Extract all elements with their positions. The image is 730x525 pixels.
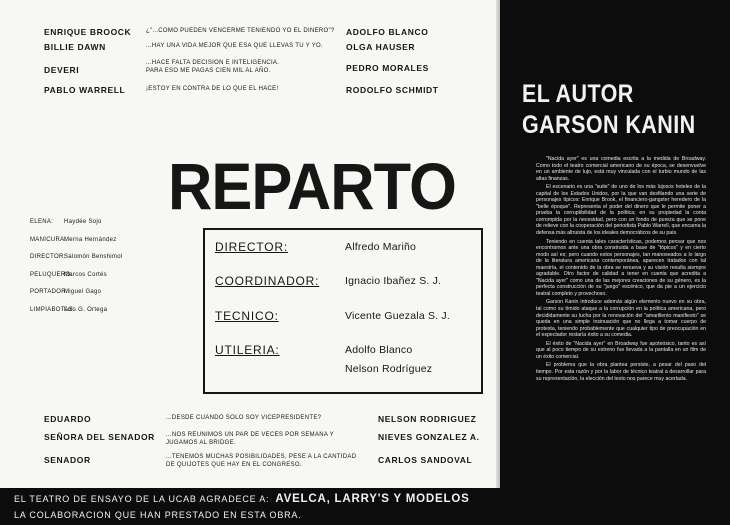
author-panel [500,0,730,525]
role-name: Merna Hernández [64,236,117,243]
footer-line [14,493,470,505]
character-quote: ¡ESTOY EN CONTRA DE LO QUE EL HACE! [146,86,279,92]
credit-value: Vicente Guezala S. J. [345,310,450,322]
character-quote: ...HAY UNA VIDA MEJOR QUE ESA QUE LLEVAS TU Y YO. [146,43,323,49]
author-heading-line: EL AUTOR [522,80,634,108]
character-name: EDUARDO [44,414,92,424]
article-paragraph: El éxito de "Nacida ayer" en Broadway fue apoteósico, tanto es así que al poco tiempo de su estreno fue llevada a la pantalla en un film de un éxito comercial. [536,340,706,360]
character-quote: ...NOS REUNIMOS UN PAR DE VECES POR SEMANA Y JUGAMOS AL BRIDGE. [166,432,334,446]
article-paragraph: Garson Kanin introduce además algún elemento nuevo en su obra, tal como su tímido ataque a la corrupción en la política americana, pero decididamente su lucha por la renovación del "amarillento manifiesto" se queda en una simple insinuación que no llega a tomar cuerpo de protesta, teniendo probablemente que cualquier tipo de preocupación en el espectador restaría éxito a su comedia. [536,299,706,339]
character-quote: ¿"...COMO PUEDEN VENCERME TENIENDO YO EL DINERO"? [146,28,335,34]
actor-name: ADOLFO BLANCO [346,27,429,37]
actor-name: NELSON RODRIGUEZ [378,414,477,424]
character-quote: ...HACE FALTA DECISION E INTELIGENCIA. PARA ESO ME PAGAS CIEN MIL AL AÑO. [146,60,280,74]
character-quote: ...DESDE CUANDO SOLO SOY VICEPRESIDENTE? [166,415,322,421]
cast-row [0,414,500,428]
role-label: LIMPIABOTAS: [30,306,75,313]
list-item [30,219,180,237]
actor-name: CARLOS SANDOVAL [378,455,473,465]
minor-roles-list [30,219,180,324]
actor-name: RODOLFO SCHMIDT [346,85,439,95]
actor-name: NIEVES GONZALEZ A. [378,432,480,442]
list-item [30,289,180,307]
cast-row [0,432,500,446]
role-label: PORTADOR: [30,289,68,295]
credit-label: COORDINADOR: [215,274,320,288]
role-label: MANICURA: [30,236,67,243]
character-quote: ...TENEMOS MUCHAS POSIBILIDADES, PESE A LA CANTIDAD DE QUIJOTES QUE HAY EN EL CONGRESO. [166,454,357,468]
character-name: DEVERI [44,65,80,75]
credit-value: Ignacio Ibañez S. J. [345,275,442,287]
credits-box [203,228,483,394]
list-item [30,237,180,255]
role-name: Miguel Gago [64,289,102,295]
footer-text: EL TEATRO DE ENSAYO DE LA UCAB AGRADECE A: [14,494,270,504]
character-name: PABLO WARRELL [44,85,126,95]
list-item [30,254,180,272]
article-paragraph: El escenario es una "suite" de uno de los más lujosos hoteles de la capital de los Estados Unidos, por la que van desfilando una serie de personajes típicos: Enrique Brook, el financiero-gangster heredero de la "belle époque". Representa el poder del dinero que le permite poner a prueba la corruptibilidad de la política; en su propiedad la conta corrompida por la necesidad, pero con un fondo de pureza que se pone de relieve con la cooperación del periodista Pablo Warrell, que encarna la defensa más altruista de los ideales democráticos de su país. [536,184,706,237]
author-heading-line: GARSON KANIN [522,111,696,139]
role-label: DIRECTOR: [30,254,66,260]
article-paragraph: Teniendo en cuenta tales características, podemos pensar que nos encontramos ante una obra construida a base de "tópicos" y en cierto modo así es; pero cuando estos personajes, tan manoseados a lo largo de la literatura americana contemporánea, aparecen tratados con tal maestría, el contenido de la obra se renueva y su visión resulta siempre agradable. Otro factor de calidad a tener en cuenta que acredita a "Nacida ayer" como una de las mejores creaciones de su género, es la perfecta construcción de su "juego" escénico, que da pie a un ejercicio teatral completo y provechoso. [536,238,706,297]
cast-row [0,27,500,41]
character-name: SENADOR [44,455,91,465]
article-paragraph: "Nacida ayer" es una comedia escrita a la medida de Broadway. Como todo el teatro comercial americano de su época, se desenvuelve en un ambiente de lujo, está muy vinculada con el turbio mundo de las altas finanzas. [536,156,706,182]
list-item [30,272,180,290]
author-article [536,156,706,384]
cast-row [0,42,500,56]
footer-line: LA COLABORACION QUE HAN PRESTADO EN ESTA OBRA. [14,510,302,520]
article-paragraph: El problema que la obra plantea persiste, a pesar del paso del tiempo. Por esta razón y por la labor de técnico teatral a desarrollar para su representación, la elección del texto nos parece muy acertada. [536,362,706,382]
credit-value: Alfredo Mariño [345,241,417,253]
credit-value: Adolfo Blanco [345,344,413,356]
role-label: ELENA: [30,219,54,225]
role-name: Marcos Cortés [64,271,107,278]
character-name: ENRIQUE BROOCK [44,27,132,37]
cast-row [0,455,500,469]
actor-name: OLGA HAUSER [346,42,416,52]
credit-value: Nelson Rodríguez [345,363,433,375]
character-name: BILLIE DAWN [44,42,106,52]
footer-sponsors: AVELCA, LARRY'S Y MODELOS [275,493,470,505]
credit-label: UTILERIA: [215,343,280,357]
cast-row [0,60,500,77]
author-heading [522,79,696,141]
role-name: Salomón Benshimol [64,254,123,260]
role-label: PELUQUERO: [30,271,73,278]
actor-name: PEDRO MORALES [346,63,429,73]
footer-band [0,488,500,525]
cast-row [0,85,500,99]
credit-label: DIRECTOR: [215,240,288,254]
page-title: REPARTO [168,149,456,223]
list-item [30,307,180,325]
character-name: SEÑORA DEL SENADOR [44,432,155,442]
credit-label: TECNICO: [215,309,279,323]
role-name: Haydée Sojo [64,219,102,225]
role-name: Luis G. Ortega [64,306,108,313]
